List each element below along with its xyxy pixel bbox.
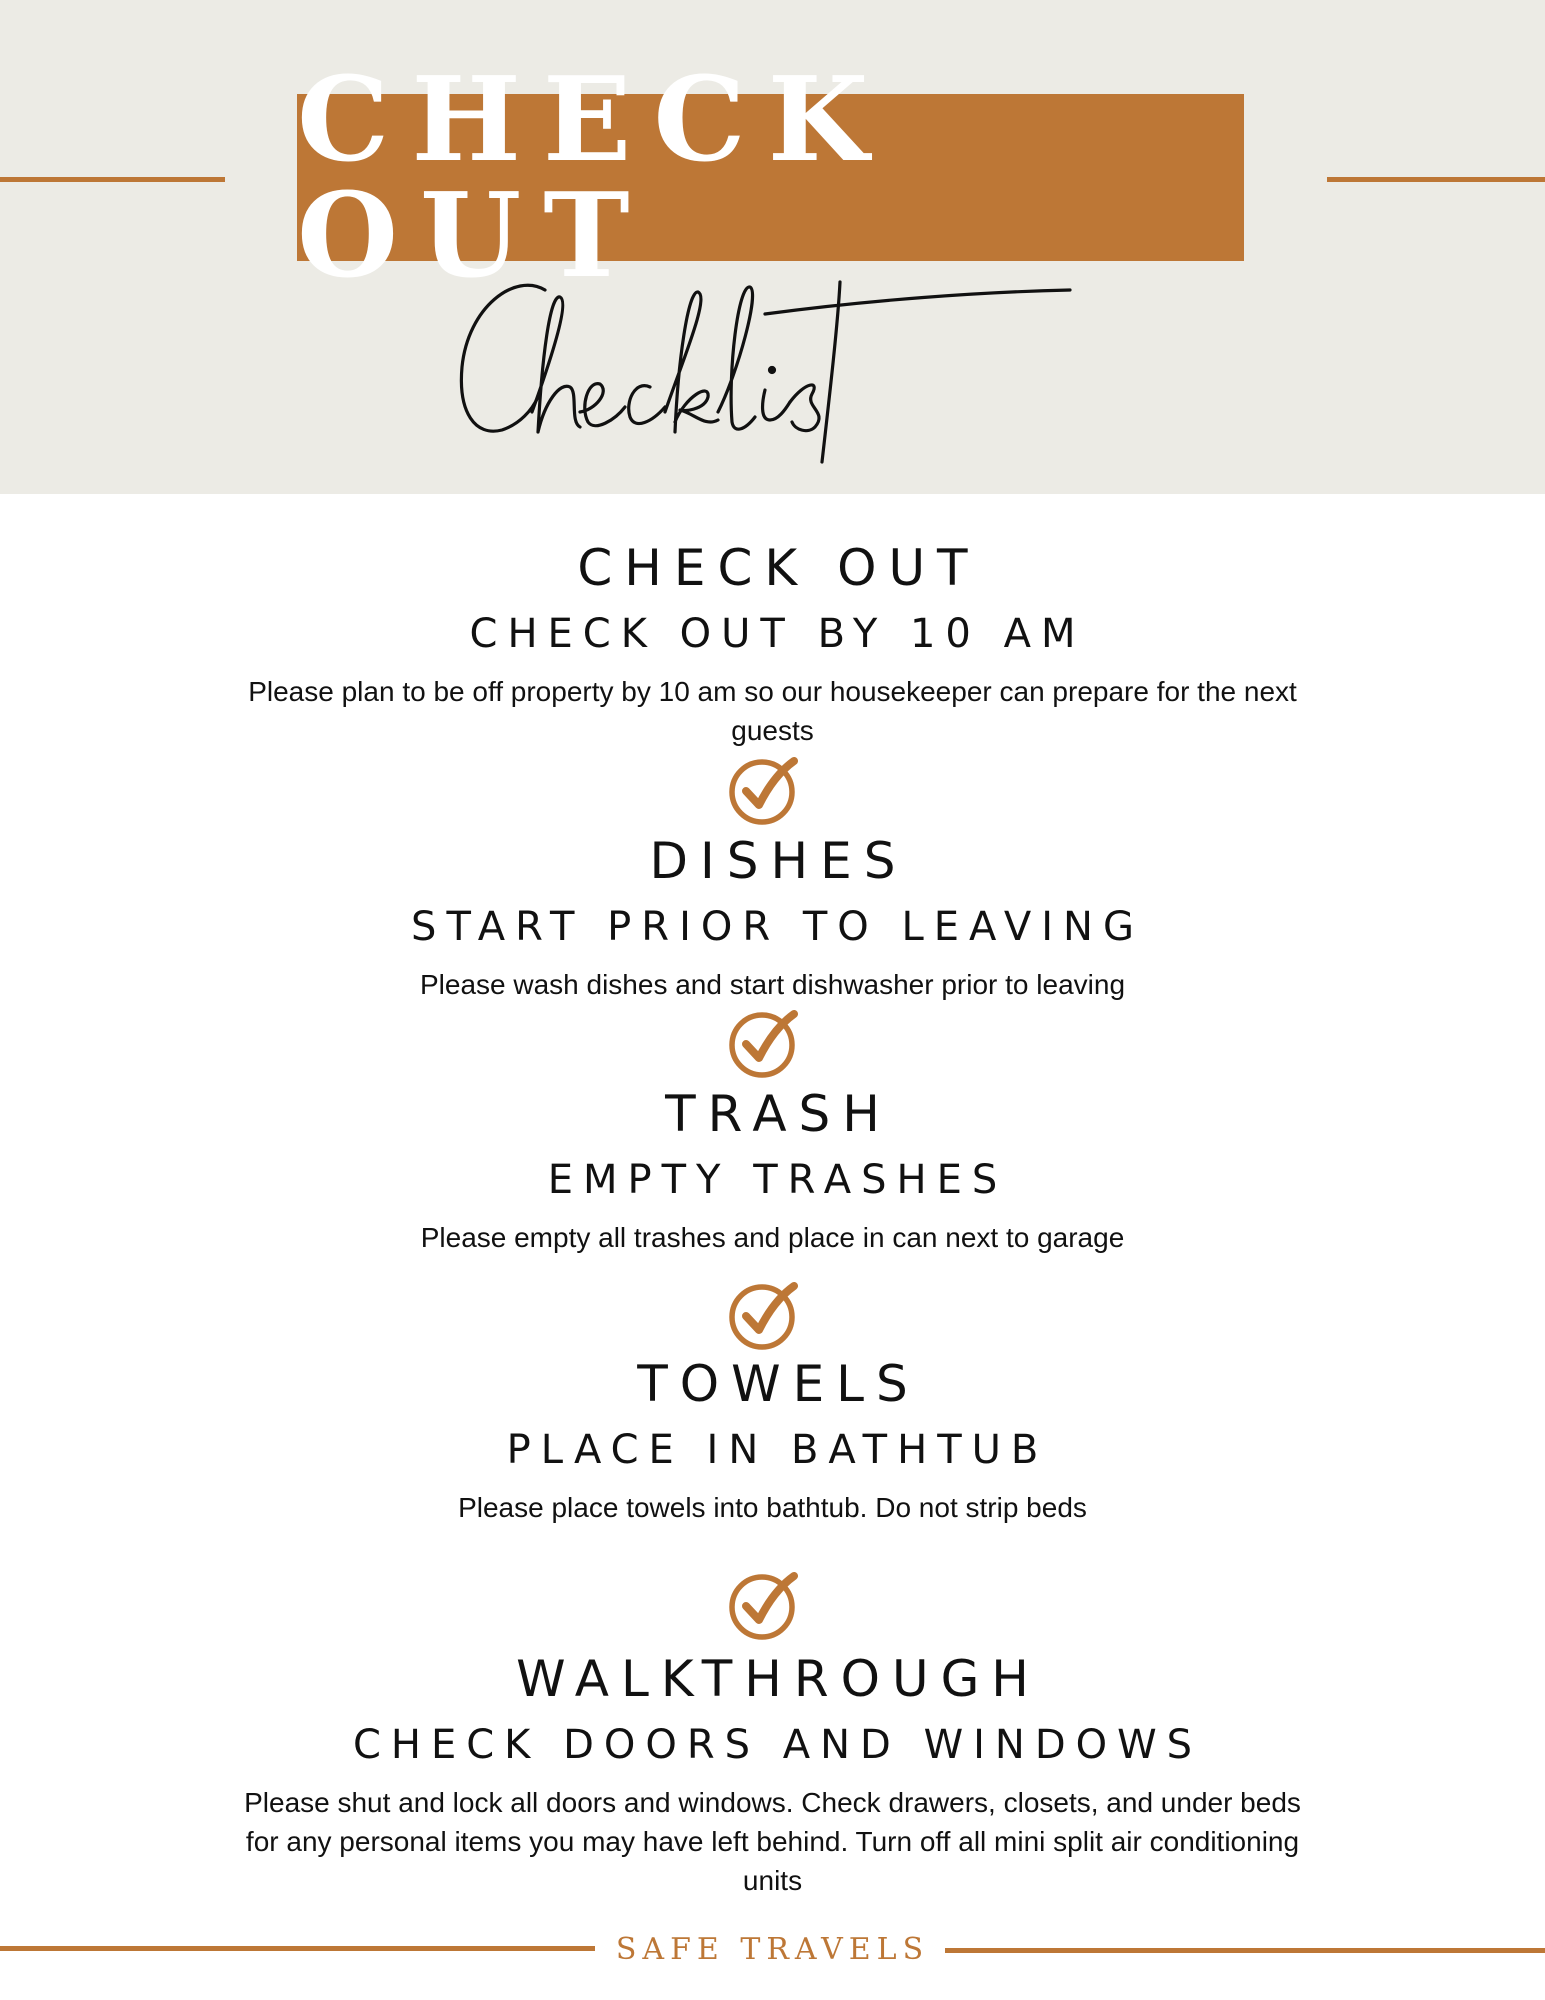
title-box (297, 51, 1244, 304)
section-subtitle: PLACE IN BATHTUB (506, 1426, 1049, 1473)
section-subtitle: CHECK OUT BY 10 AM (469, 610, 1086, 657)
section-description: Please shut and lock all doors and windows. Check drawers, closets, and under beds for any personal items you may have left behind. Turn off all mini split air conditioning units (244, 1786, 1301, 1896)
section-towels (0, 1356, 1545, 1527)
section-title: CHECK OUT (577, 539, 980, 597)
check-icon (728, 1280, 798, 1350)
check-icon (728, 755, 798, 825)
section-description: Please wash dishes and start dishwasher prior to leaving (419, 968, 1126, 1000)
section-subtitle: START PRIOR TO LEAVING (411, 903, 1144, 950)
script-title (420, 262, 1120, 472)
header-rule-right (1327, 177, 1545, 182)
section-check-out (0, 540, 1545, 750)
section-description: Please plan to be off property by 10 am so our housekeeper can prepare for the next guests (248, 675, 1297, 746)
check-icon (728, 1008, 798, 1078)
header-rule-left (0, 177, 225, 182)
section-description: Please place towels into bathtub. Do not strip beds (458, 1491, 1087, 1523)
footer-text: SAFE TRAVELS (615, 1932, 930, 1967)
section-title: WALKTHROUGH (516, 1650, 1041, 1708)
footer-rule-right (945, 1948, 1545, 1953)
section-subtitle: CHECK DOORS AND WINDOWS (352, 1721, 1203, 1768)
section-title: TRASH (665, 1085, 892, 1143)
section-trash (0, 1086, 1545, 1257)
section-title: DISHES (649, 832, 908, 890)
section-description: Please empty all trashes and place in can next to garage (420, 1221, 1125, 1253)
section-subtitle: EMPTY TRASHES (547, 1156, 1008, 1203)
section-title: TOWELS (637, 1355, 920, 1413)
footer-rule-left (0, 1946, 595, 1951)
section-dishes (0, 833, 1545, 1004)
page-title: CHECK OUT (297, 51, 891, 304)
check-icon (728, 1570, 798, 1640)
section-walkthrough (0, 1651, 1545, 1900)
